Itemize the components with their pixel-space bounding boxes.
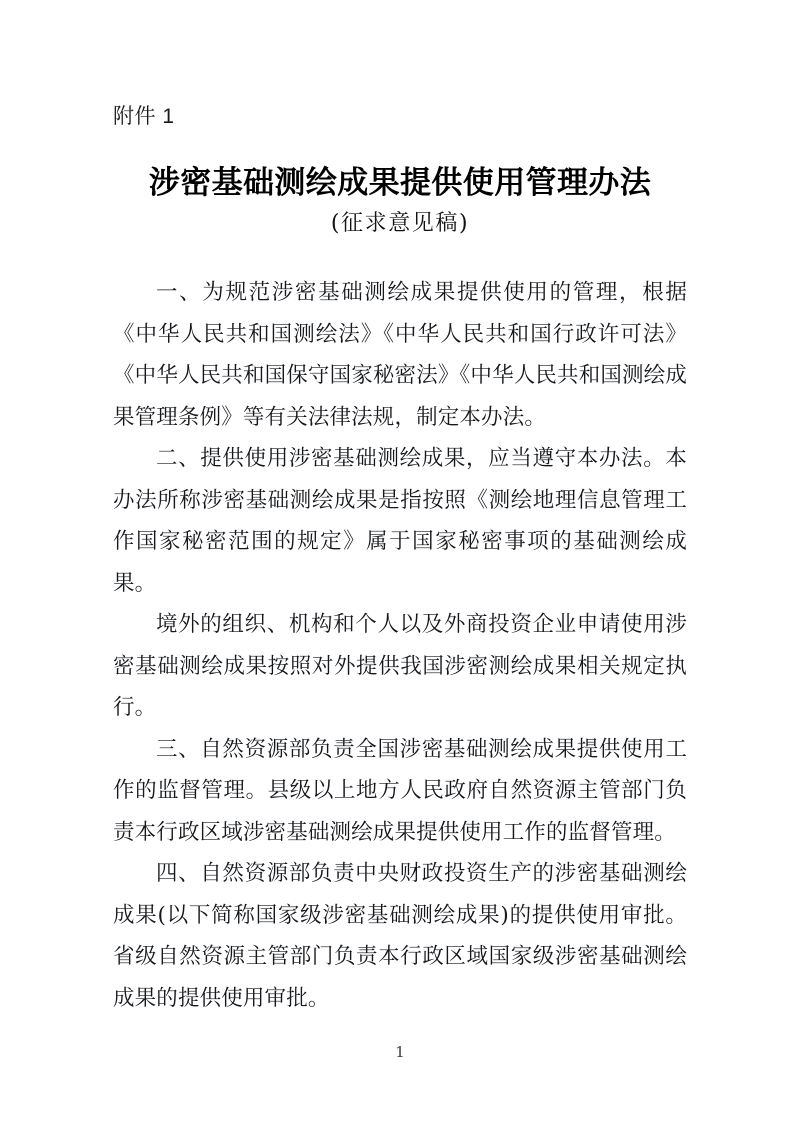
paragraph-article-2-clause-2: 境外的组织、机构和个人以及外商投资企业申请使用涉密基础测绘成果按照对外提供我国涉密测绘成果相关规定执行。 (113, 612, 687, 720)
paragraph-article-1: 一、为规范涉密基础测绘成果提供使用的管理，根据《中华人民共和国测绘法》《中华人民共和国行政许可法》《中华人民共和国保守国家秘密法》《中华人民共和国测绘成果管理条例》等有关法律法规，制定本办法。 (113, 280, 687, 430)
paragraph-article-2: 二、提供使用涉密基础测绘成果，应当遵守本办法。本办法所称涉密基础测绘成果是指按照《测绘地理信息管理工作国家秘密范围的规定》属于国家秘密事项的基础测绘成果。 (113, 446, 687, 596)
paragraph-article-4: 四、自然资源部负责中央财政投资生产的涉密基础测绘成果(以下简称国家级涉密基础测绘成果)的提供使用审批。省级自然资源主管部门负责本行政区域国家级涉密基础测绘成果的提供使用审批。 (113, 861, 687, 1011)
page-title: 涉密基础测绘成果提供使用管理办法 (148, 165, 652, 201)
attachment-label: 附件 1 (113, 105, 175, 128)
page-number: 1 (395, 1043, 405, 1061)
page-subtitle: (征求意见稿) (330, 211, 470, 236)
title-block (113, 162, 687, 241)
document-body (113, 272, 687, 1019)
paragraph-article-3: 三、自然资源部负责全国涉密基础测绘成果提供使用工作的监督管理。县级以上地方人民政府自然资源主管部门负责本行政区域涉密基础测绘成果提供使用工作的监督管理。 (113, 736, 687, 845)
